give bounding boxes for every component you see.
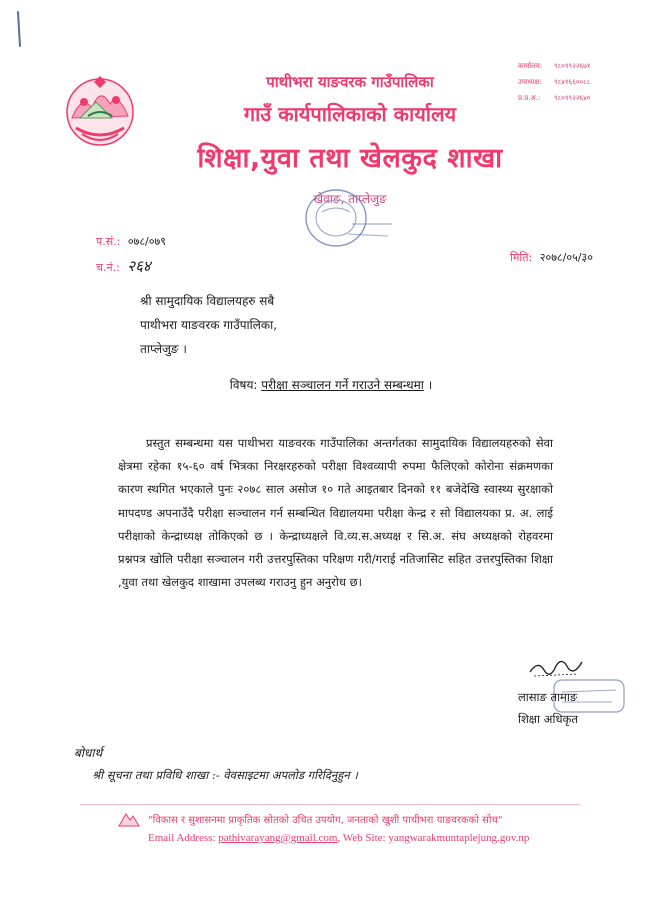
contact-label: प्र.प्र.अ.: — [518, 94, 541, 102]
subject-line — [0, 376, 662, 393]
subject-text: परीक्षा सञ्चालन गर्ने गराउने सम्बन्धमा — [261, 378, 424, 392]
contact-row — [518, 90, 638, 106]
section-name: शिक्षा,युवा तथा खेलकुद शाखा — [197, 143, 503, 174]
contact-row — [518, 74, 638, 90]
office-seal-stamp — [292, 182, 404, 250]
contact-value: ९८०९९२२६७१ — [554, 62, 591, 70]
mountain-icon — [118, 808, 140, 828]
municipality-name: पाथीभरा याङवरक गाउँपालिका — [266, 73, 434, 91]
ps-label: प.सं.: — [96, 235, 121, 248]
cc-label: बोधार्थ — [74, 746, 103, 760]
date-label: मिति: — [510, 251, 533, 264]
footer-divider — [80, 804, 580, 805]
cn-label: च.नं.: — [96, 261, 120, 274]
date-value: २०७८/०५/३० — [539, 251, 593, 264]
contact-value: ९८०९९२२६४० — [554, 94, 591, 102]
letter-body: प्रस्तुत सम्बन्धमा यस पाथीभरा याङवरक गाउँपालिका अन्तर्गतका सामुदायिक विद्यालयहरुको सेवा क्षेत्रमा रहेका १५-६० वर्ष भित्रका निरक्षरहरुको परीक्षा विश्वव्यापी रुपमा फैलिएको कोरोना संक्रमणका कारण स्थगित भएकाले पुनः २०७८ साल असोज १० गते आइतबार दिनको ११ बजेदेखि स्वास्थ्य सुरक्षाको मापदण्ड अपनाउँदै परीक्षा सञ्चालन गर्न सम्बन्धित विद्यालयमा परीक्षा केन्द्र र सो विद्यालयका प्र. अ. लाई परीक्षाको केन्द्राध्यक्ष तोकिएको छ । केन्द्राध्यक्षले वि.व्य.स.अध्यक्ष र सि.अ. संघ अध्यक्षको रोहवरमा प्रश्नपत्र खोलि परीक्षा सञ्चालन गरी उत्तरपुस्तिका परिक्षण गरी/गराई नतिजासिट सहित उत्तरपुस्तिका शिक्षा ,युवा तथा खेलकुद शाखामा उपलब्ध गराउनु हुन अनुरोध छ। — [118, 436, 553, 590]
pen-stroke-mark — [14, 10, 26, 50]
cn-value: २६४ — [127, 257, 151, 275]
email-label: Email Address: — [148, 832, 216, 844]
addressee-line-1: श्री सामुदायिक विद्यालयहरु सबै — [140, 294, 275, 308]
footer-slogan: "विकास र सुशासनमा प्राकृतिक स्रोतको उचित उपयोग, जनताको खुशी पाथीभरा याङवरकको सोच" — [148, 815, 503, 826]
website-label: , Web Site: — [337, 832, 386, 844]
subject-end: । — [427, 378, 433, 392]
signatory-name: लासाङ तामाङ — [518, 690, 578, 704]
letter-reference-ps — [96, 234, 166, 249]
office-name: गाउँ कार्यपालिकाको कार्यालय — [243, 102, 457, 126]
website-link[interactable]: yangwarakmuntaplejung.gov.np — [388, 832, 530, 844]
office-location: खेवाङ, ताप्लेजुङ — [313, 192, 387, 206]
addressee-line-3: ताप्लेजुङ । — [140, 342, 187, 356]
contact-row — [518, 58, 638, 74]
letter-date — [510, 250, 593, 265]
subject-label: विषय: — [229, 378, 258, 392]
contact-numbers — [518, 58, 638, 106]
signatory-title: शिक्षा अधिकृत — [518, 712, 578, 726]
contact-label: उपाध्यक्ष: — [518, 78, 542, 86]
cc-recipient: श्री सूचना तथा प्रविधि शाखा :- वेवसाइटमा अपलोड गरिदिनुहुन । — [92, 768, 358, 782]
letter-reference-cn — [96, 256, 151, 276]
email-link[interactable]: pathivarayang@gmail.com — [218, 832, 338, 844]
footer-contact — [148, 832, 529, 844]
addressee-line-2: पाथीभरा याङवरक गाउँपालिका, — [140, 318, 278, 332]
ps-value: ०७८/०७९ — [127, 235, 166, 248]
contact-label: कार्यालय: — [518, 62, 543, 70]
contact-value: ९८४१६६००८८ — [554, 78, 591, 86]
